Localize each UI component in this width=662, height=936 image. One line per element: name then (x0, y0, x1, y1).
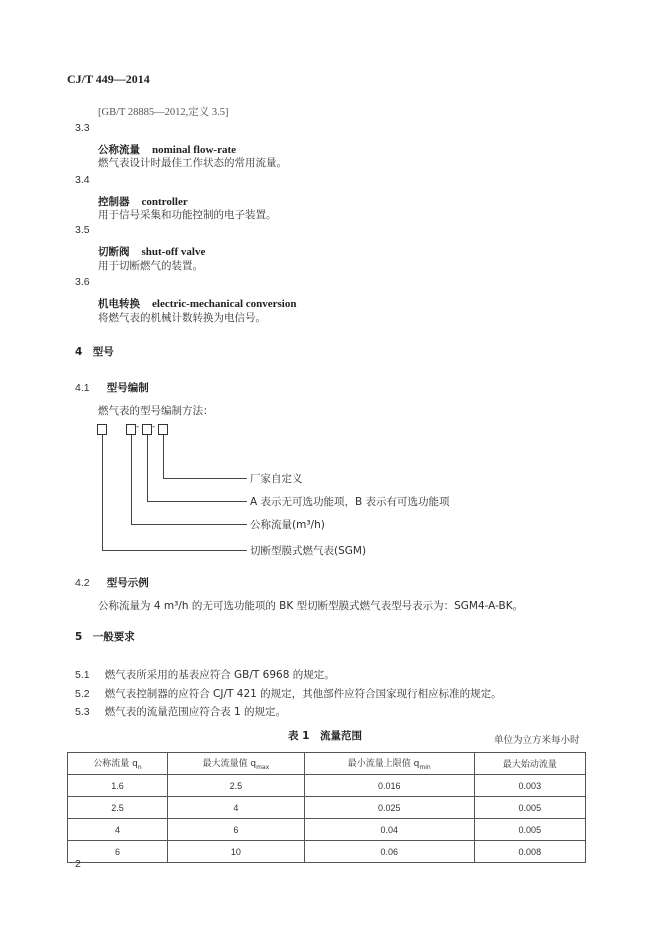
column-header: 最大始动流量 (474, 753, 585, 775)
diagram-label-option: A 表示无可选功能项，B 表示有可选功能项 (250, 496, 450, 508)
code-box-flow (126, 424, 136, 435)
connector-line (102, 435, 103, 550)
table-cell: 0.008 (474, 841, 585, 863)
term-definition: 将燃气表的机械计数转换为电信号。 (98, 312, 266, 324)
connector-line (147, 501, 247, 502)
clause (75, 700, 286, 719)
clause-number: 5.2 (75, 688, 90, 700)
table-row (68, 797, 586, 819)
column-header: 最小流量上限值 $q_{min}$ (304, 753, 474, 775)
code-box-option (142, 424, 152, 435)
table-cell: 0.003 (474, 775, 585, 797)
table-cell: 0.06 (304, 841, 474, 863)
table-cell: 6 (167, 819, 304, 841)
table-row (68, 841, 586, 863)
term-definition: 用于切断燃气的装置。 (98, 260, 203, 272)
diagram-label-maker: 厂家自定义 (250, 473, 303, 485)
code-dash: - (152, 422, 156, 432)
term-name-cn: 控制器 (98, 196, 130, 208)
code-box-maker (158, 424, 168, 435)
diagram-label-type: 切断型膜式燃气表(SGM) (250, 545, 367, 557)
diagram-label-flow: 公称流量(m³/h) (250, 519, 325, 531)
code-box-type (97, 424, 107, 435)
subsection-title: 型号示例 (106, 577, 149, 589)
section-heading: 4 型号 (75, 346, 114, 358)
table-cell: 0.025 (304, 797, 474, 819)
subsection-number: 4.2 (75, 577, 90, 589)
subsection-title: 型号编制 (106, 382, 149, 394)
connector-line (102, 550, 247, 551)
clause (75, 682, 502, 701)
column-header: 最大流量值 $q_{max}$ (167, 753, 304, 775)
term-definition: 燃气表设计时最佳工作状态的常用流量。 (98, 157, 287, 169)
term-name-cn: 机电转换 (98, 298, 140, 310)
clause-text: 燃气表控制器的应符合 CJ/T 421 的规定，其他部件应符合国家现行相应标准的规定。 (104, 688, 502, 700)
reference-citation: [GB/T 28885—2012,定义 3.5] (98, 107, 229, 118)
table-cell: 4 (167, 797, 304, 819)
table-cell: 0.016 (304, 775, 474, 797)
table-cell: 1.6 (68, 775, 168, 797)
method-intro: 燃气表的型号编制方法： (98, 405, 214, 417)
table-cell: 0.005 (474, 819, 585, 841)
table-header-row (68, 753, 586, 775)
table-cell: 4 (68, 819, 168, 841)
section-heading: 5 一般要求 (75, 631, 135, 643)
clause-number: 5.3 (75, 706, 90, 718)
clause-text: 燃气表的流量范围应符合表 1 的规定。 (104, 706, 287, 718)
term-number: 3.6 (75, 276, 90, 288)
term-name-en: nominal flow-rate (152, 144, 237, 156)
term-name-cn: 公称流量 (98, 144, 140, 156)
term-heading (98, 240, 205, 259)
table-cell: 10 (167, 841, 304, 863)
connector-line (131, 435, 132, 524)
connector-line (163, 435, 164, 478)
term-number: 3.5 (75, 224, 90, 236)
table-caption: 表 1 流量范围 (288, 730, 362, 742)
connector-line (131, 524, 247, 525)
standard-number: CJ/T 449—2014 (67, 72, 150, 86)
term-number: 3.3 (75, 122, 90, 134)
table-cell: 2.5 (68, 797, 168, 819)
table-cell: 0.04 (304, 819, 474, 841)
page-number: 2 (75, 858, 81, 870)
subsection-heading (75, 571, 149, 590)
table-row (68, 819, 586, 841)
clause-text: 燃气表所采用的基表应符合 GB/T 6968 的规定。 (104, 669, 335, 681)
clause (75, 663, 335, 682)
term-name-en: electric-mechanical conversion (152, 298, 297, 310)
model-example: 公称流量为 4 m³/h 的无可选功能项的 BK 型切断型膜式燃气表型号表示为：SGM4-A-BK。 (98, 600, 524, 612)
connector-line (147, 435, 148, 501)
flow-range-table (67, 752, 586, 863)
subsection-heading (75, 376, 149, 395)
term-name-en: controller (141, 196, 188, 208)
term-number: 3.4 (75, 174, 90, 186)
column-header: 公称流量 $q_n$ (68, 753, 168, 775)
term-definition: 用于信号采集和功能控制的电子装置。 (98, 209, 277, 221)
table-unit: 单位为立方米每小时 (494, 735, 580, 746)
term-name-cn: 切断阀 (98, 246, 130, 258)
term-heading (98, 292, 296, 311)
subsection-number: 4.1 (75, 382, 90, 394)
clause-number: 5.1 (75, 669, 90, 681)
table-row (68, 775, 586, 797)
code-dash: - (136, 422, 140, 432)
term-name-en: shut-off valve (141, 246, 206, 258)
table-cell: 6 (68, 841, 168, 863)
table-cell: 2.5 (167, 775, 304, 797)
connector-line (163, 478, 247, 479)
table-cell: 0.005 (474, 797, 585, 819)
